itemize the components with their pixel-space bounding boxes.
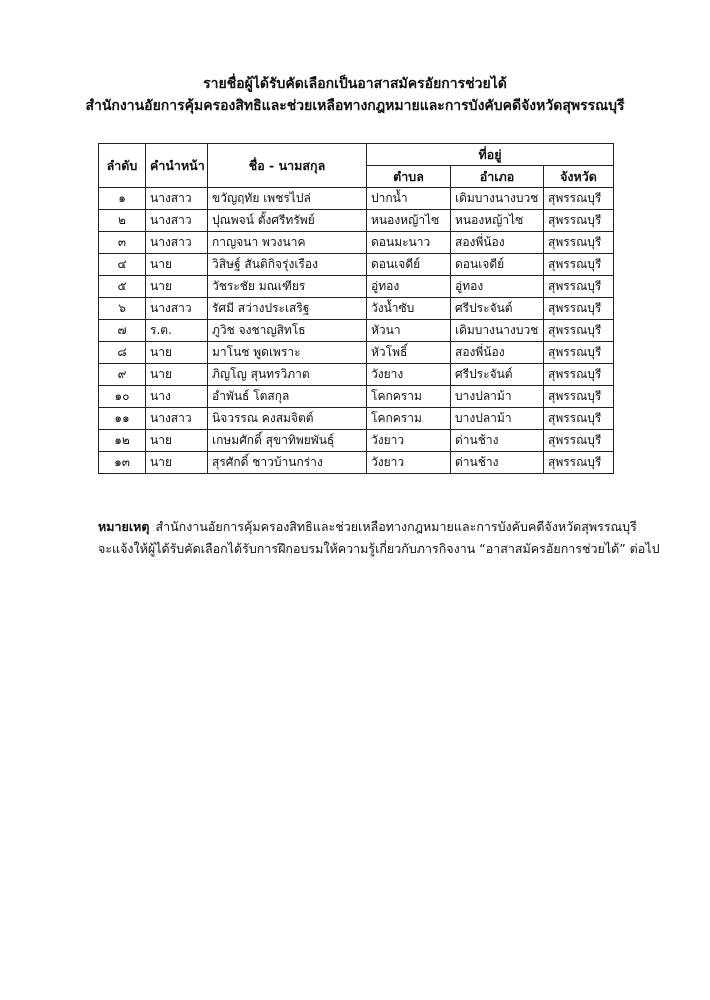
cell-province: สุพรรณบุรี — [544, 364, 614, 386]
cell-title: นาย — [146, 254, 208, 276]
cell-name: ขวัญฤทัย เพชรไปล่ — [208, 188, 367, 210]
table-row — [99, 232, 614, 254]
cell-subdistrict: วังยาง — [367, 364, 451, 386]
cell-district: เดิมบางนางบวช — [451, 188, 544, 210]
table-row — [99, 408, 614, 430]
cell-province: สุพรรณบุรี — [544, 408, 614, 430]
col-header-title: คำนำหน้า — [146, 144, 208, 188]
cell-district: บางปลาม้า — [451, 386, 544, 408]
document-title: รายชื่อผู้ได้รับคัดเลือกเป็นอาสาสมัครอัยการช่วยได้ — [203, 76, 507, 92]
cell-name: ภิญโญ สุนทรวิภาต — [208, 364, 367, 386]
cell-province: สุพรรณบุรี — [544, 342, 614, 364]
cell-province: สุพรรณบุรี — [544, 232, 614, 254]
cell-no: ๒ — [99, 210, 146, 232]
cell-title: นางสาว — [146, 188, 208, 210]
cell-province: สุพรรณบุรี — [544, 298, 614, 320]
cell-district: บางปลาม้า — [451, 408, 544, 430]
cell-no: ๖ — [99, 298, 146, 320]
cell-province: สุพรรณบุรี — [544, 320, 614, 342]
col-header-district: อำเภอ — [451, 166, 544, 188]
cell-no: ๑๒ — [99, 430, 146, 452]
col-header-address: ที่อยู่ — [367, 144, 614, 166]
cell-subdistrict: หนองหญ้าไซ — [367, 210, 451, 232]
cell-no: ๔ — [99, 254, 146, 276]
cell-district: ดอนเจดีย์ — [451, 254, 544, 276]
cell-name: สุรศักดิ์ ชาวบ้านกร่าง — [208, 452, 367, 474]
cell-no: ๑ — [99, 188, 146, 210]
remark-section — [98, 516, 658, 560]
cell-no: ๙ — [99, 364, 146, 386]
document-subtitle: สำนักงานอัยการคุ้มครองสิทธิและช่วยเหลือทางกฎหมายและการบังคับคดีจังหวัดสุพรรณบุรี — [85, 98, 625, 114]
cell-title: นาย — [146, 452, 208, 474]
cell-subdistrict: ดอนเจดีย์ — [367, 254, 451, 276]
table-row — [99, 342, 614, 364]
cell-district: เดิมบางนางบวช — [451, 320, 544, 342]
table-row — [99, 320, 614, 342]
table-body — [99, 188, 614, 474]
cell-subdistrict: วังยาว — [367, 430, 451, 452]
cell-name: ปุณพจน์ ตั้งศรีทรัพย์ — [208, 210, 367, 232]
remark-line-1 — [98, 516, 658, 538]
cell-district: อู่ทอง — [451, 276, 544, 298]
table-row — [99, 188, 614, 210]
cell-district: สองพี่น้อง — [451, 342, 544, 364]
cell-name: มาโนช พูดเพราะ — [208, 342, 367, 364]
cell-no: ๑๓ — [99, 452, 146, 474]
cell-subdistrict: ปากน้ำ — [367, 188, 451, 210]
cell-subdistrict: หัวนา — [367, 320, 451, 342]
cell-name: อำพันธ์ โตสกุล — [208, 386, 367, 408]
cell-name: รัศมี สว่างประเสริฐ — [208, 298, 367, 320]
table-row — [99, 276, 614, 298]
col-header-name: ชื่อ - นามสกุล — [208, 144, 367, 188]
cell-name: วิสิษฐ์ สันติกิจรุ่งเรือง — [208, 254, 367, 276]
cell-title: นาย — [146, 342, 208, 364]
cell-district: สองพี่น้อง — [451, 232, 544, 254]
col-header-province: จังหวัด — [544, 166, 614, 188]
cell-title: นางสาว — [146, 232, 208, 254]
cell-subdistrict: วังยาว — [367, 452, 451, 474]
cell-title: นางสาว — [146, 210, 208, 232]
cell-subdistrict: ดอนมะนาว — [367, 232, 451, 254]
cell-name: กาญจนา พวงนาค — [208, 232, 367, 254]
cell-name: เกษมศักดิ์ สุขาทิพยพันธุ์ — [208, 430, 367, 452]
cell-district: ศรีประจันต์ — [451, 364, 544, 386]
cell-title: ร.ต. — [146, 320, 208, 342]
remark-text-2: จะแจ้งให้ผู้ได้รับคัดเลือกได้รับการฝึกอบรมให้ความรู้เกี่ยวกับภารกิจงาน “อาสาสมัครอัยการช่วยได้” ต่อไป — [98, 541, 660, 556]
cell-subdistrict: อู่ทอง — [367, 276, 451, 298]
cell-no: ๓ — [99, 232, 146, 254]
remark-text-1: สำนักงานอัยการคุ้มครองสิทธิและช่วยเหลือทางกฎหมายและการบังคับคดีจังหวัดสุพรรณบุรี — [155, 519, 637, 534]
cell-title: นาย — [146, 364, 208, 386]
cell-no: ๑๐ — [99, 386, 146, 408]
cell-subdistrict: หัวโพธิ์ — [367, 342, 451, 364]
table-row — [99, 452, 614, 474]
cell-title: นาย — [146, 430, 208, 452]
cell-no: ๕ — [99, 276, 146, 298]
table-row — [99, 254, 614, 276]
cell-name: ภูวิช จงชาญสิทโธ — [208, 320, 367, 342]
cell-province: สุพรรณบุรี — [544, 254, 614, 276]
cell-title: นางสาว — [146, 408, 208, 430]
table-row — [99, 430, 614, 452]
cell-province: สุพรรณบุรี — [544, 276, 614, 298]
cell-no: ๑๑ — [99, 408, 146, 430]
cell-no: ๗ — [99, 320, 146, 342]
cell-title: นาย — [146, 276, 208, 298]
table-row — [99, 298, 614, 320]
cell-district: หนองหญ้าไซ — [451, 210, 544, 232]
cell-province: สุพรรณบุรี — [544, 386, 614, 408]
cell-title: นาง — [146, 386, 208, 408]
cell-title: นางสาว — [146, 298, 208, 320]
cell-subdistrict: โคกคราม — [367, 386, 451, 408]
cell-province: สุพรรณบุรี — [544, 188, 614, 210]
cell-province: สุพรรณบุรี — [544, 452, 614, 474]
cell-district: ด่านช้าง — [451, 430, 544, 452]
cell-name: วัชระชัย มณเฑียร — [208, 276, 367, 298]
cell-province: สุพรรณบุรี — [544, 210, 614, 232]
col-header-subdistrict: ตำบล — [367, 166, 451, 188]
table-row — [99, 210, 614, 232]
table-row — [99, 364, 614, 386]
cell-no: ๘ — [99, 342, 146, 364]
cell-district: ศรีประจันต์ — [451, 298, 544, 320]
remark-label: หมายเหตุ — [98, 519, 150, 534]
volunteer-table — [98, 143, 614, 474]
cell-name: นิจวรรณ คงสมจิตต์ — [208, 408, 367, 430]
cell-subdistrict: วังน้ำซับ — [367, 298, 451, 320]
col-header-no: ลำดับ — [99, 144, 146, 188]
cell-district: ด่านช้าง — [451, 452, 544, 474]
table-row — [99, 386, 614, 408]
cell-subdistrict: โคกคราม — [367, 408, 451, 430]
cell-province: สุพรรณบุรี — [544, 430, 614, 452]
